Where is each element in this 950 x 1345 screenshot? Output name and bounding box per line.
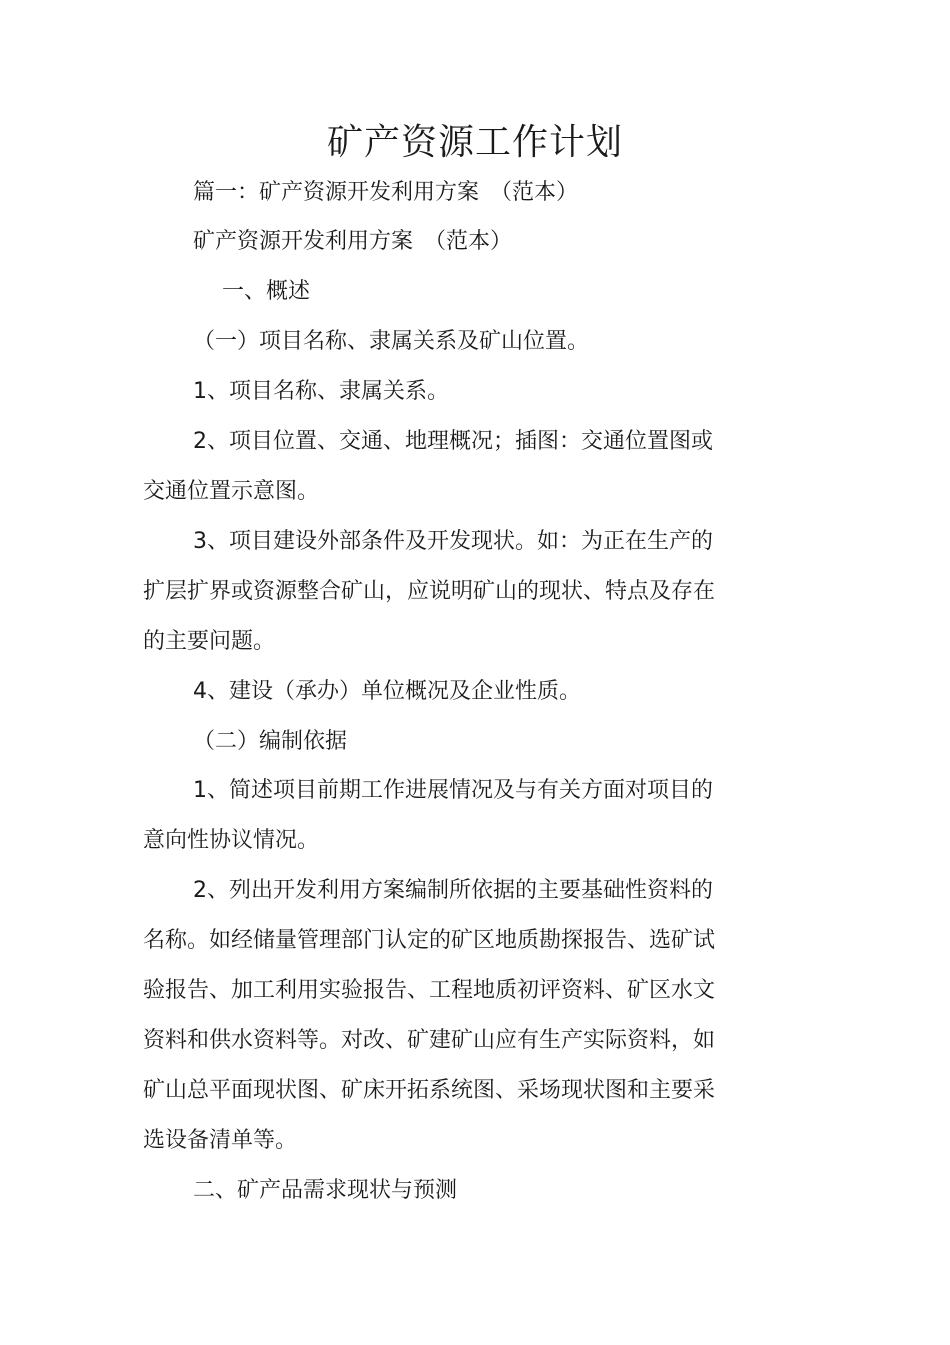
text-line: 4、建设（承办）单位概况及企业性质。	[193, 679, 581, 704]
text-line: 资料和供水资料等。对改、矿建矿山应有生产实际资料，如	[143, 1028, 716, 1053]
section-heading-overview: 一、概述	[222, 279, 311, 304]
text-line: 扩层扩界或资源整合矿山，应说明矿山的现状、特点及存在	[143, 579, 716, 604]
text-line: 交通位置示意图。	[143, 479, 320, 504]
text-line: 矿山总平面现状图、矿床开拓系统图、采场现状图和主要采	[143, 1078, 716, 1103]
text-line: 意向性协议情况。	[143, 828, 320, 853]
text-line: 选设备清单等。	[143, 1128, 298, 1153]
text-line: 1、简述项目前期工作进展情况及与有关方面对项目的	[193, 778, 713, 803]
subsection-heading-project-info: （一）项目名称、隶属关系及矿山位置。	[193, 329, 590, 354]
subsection-heading-basis: （二）编制依据	[193, 729, 348, 754]
text-line: 2、列出开发利用方案编制所依据的主要基础性资料的	[193, 878, 713, 903]
text-line: 名称。如经储量管理部门认定的矿区地质勘探报告、选矿试	[143, 928, 716, 953]
text-line-part-one-heading: 篇一：矿产资源开发利用方案 （范本）	[193, 180, 579, 205]
text-line: 3、项目建设外部条件及开发现状。如：为正在生产的	[193, 529, 713, 554]
section-heading-demand: 二、矿产品需求现状与预测	[193, 1178, 458, 1203]
text-line-plan-heading: 矿产资源开发利用方案 （范本）	[193, 229, 513, 254]
text-line: 验报告、加工利用实验报告、工程地质初评资料、矿区水文	[143, 978, 716, 1003]
text-line: 的主要问题。	[143, 629, 276, 654]
document-title: 矿产资源工作计划	[326, 122, 623, 163]
text-line: 2、项目位置、交通、地理概况；插图：交通位置图或	[193, 429, 713, 454]
text-line: 1、项目名称、隶属关系。	[193, 379, 449, 404]
